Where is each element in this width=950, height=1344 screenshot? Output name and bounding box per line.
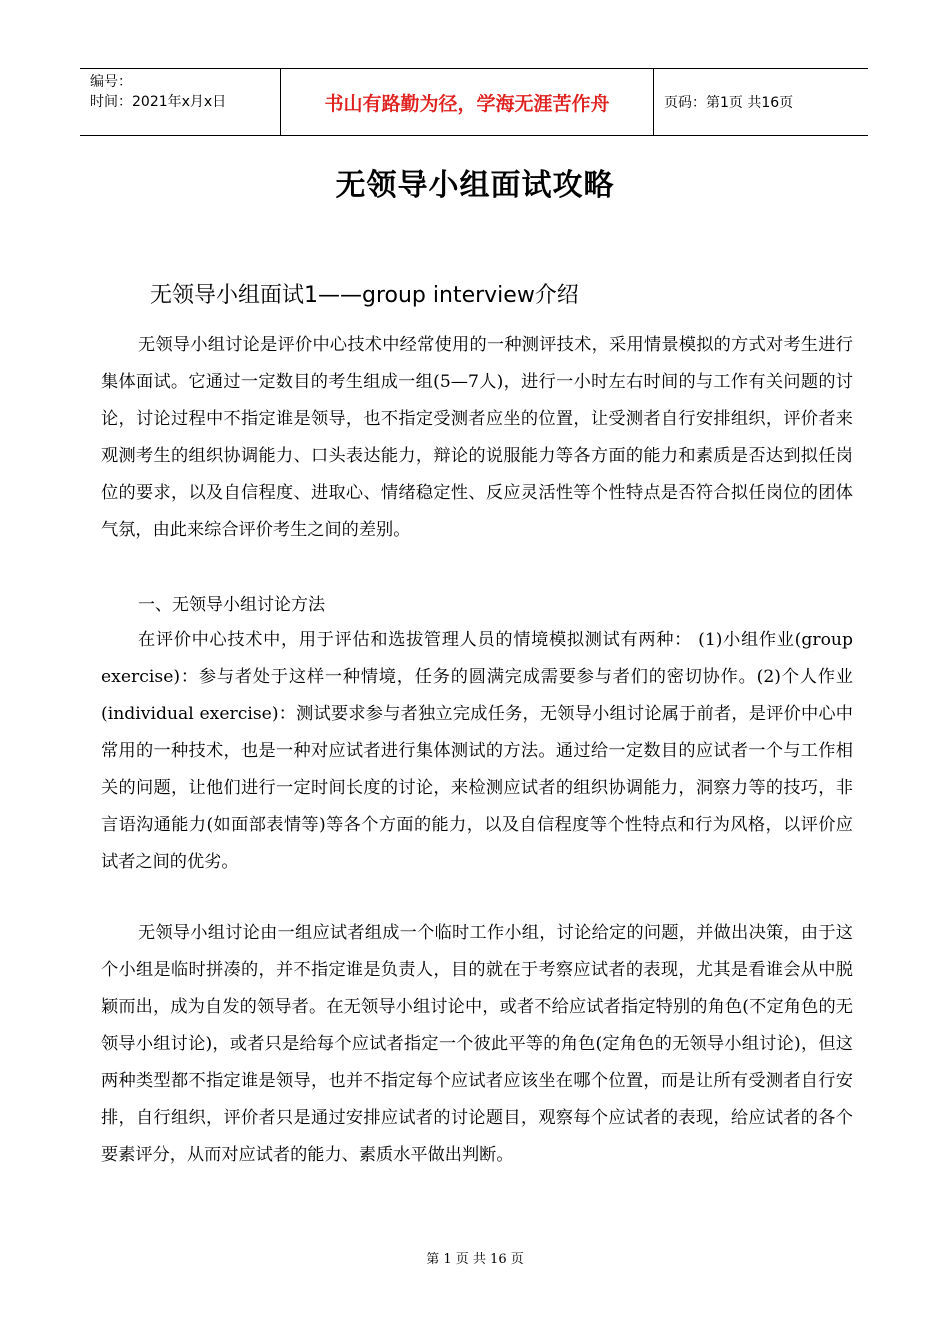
document-title: 无领导小组面试攻略	[335, 168, 615, 203]
number-label: 编号：	[90, 74, 132, 90]
paragraph-text: 无领导小组讨论是评价中心技术中经常使用的一种测评技术，采用情景模拟的方式对考生进行集体面试。它通过一定数目的考生组成一组(5—7人)，进行一小时左右时间的与工作有关问题的讨论，讨论过程中不指定谁是领导，也不指定受测者应坐的位置，让受测者自行安排组织，评价者来观测考生的组织协调能力、口头表达能力，辩论的说服能力等各方面的能力和素质是否达到拟任岗位的要求，以及自信程度、进取心、情绪稳定性、反应灵活性等个性特点是否符合拟任岗位的团体气氛，由此来综合评价考生之间的差别。	[101, 335, 853, 540]
header-meta-cell	[80, 69, 281, 135]
time-label: 时间：2021年x月x日	[90, 94, 227, 110]
paragraph-method	[101, 622, 853, 881]
header-table	[80, 68, 868, 136]
page-footer: 第 1 页 共 16 页	[426, 1252, 524, 1267]
section-title: 无领导小组面试1——group interview介绍	[150, 283, 579, 308]
paragraph-text: 无领导小组讨论由一组应试者组成一个临时工作小组，讨论给定的问题，并做出决策，由于这个小组是临时拼凑的，并不指定谁是负责人，目的就在于考察应试者的表现，尤其是看谁会从中脱颖而出，成为自发的领导者。在无领导小组讨论中，或者不给应试者指定特别的角色(不定角色的无领导小组讨论)，或者只是给每个应试者指定一个彼此平等的角色(定角色的无领导小组讨论)，但这两种类型都不指定谁是领导，也并不指定每个应试者应该坐在哪个位置，而是让所有受测者自行安排，自行组织，评价者只是通过安排应试者的讨论题目，观察每个应试者的表现，给应试者的各个要素评分，从而对应试者的能力、素质水平做出判断。	[101, 923, 853, 1165]
header-page-info: 页码：第1页 共16页	[664, 95, 794, 111]
paragraph-text: 在评价中心技术中，用于评估和选拔管理人员的情境模拟测试有两种： (1)小组作业(group exercise)：参与者处于这样一种情境，任务的圆满完成需要参与者们的密切协作。(2)个人作业(individual exercise)：测试要求参与者独立完成任务，无领导小组讨论属于前者，是评价中心中常用的一种技术，也是一种对应试者进行集体测试的方法。通过给一定数目的应试者一个与工作相关的问题，让他们进行一定时间长度的讨论，来检测应试者的组织协调能力，洞察力等的技巧，非言语沟通能力(如面部表情等)等各个方面的能力，以及自信程度等个性特点和行为风格，以评价应试者之间的优劣。	[101, 630, 854, 872]
paragraph-intro	[101, 327, 853, 549]
subheading-method: 一、无领导小组讨论方法	[138, 595, 325, 615]
paragraph-definition	[101, 915, 853, 1174]
header-motto: 书山有路勤为径，学海无涯苦作舟	[281, 69, 654, 135]
